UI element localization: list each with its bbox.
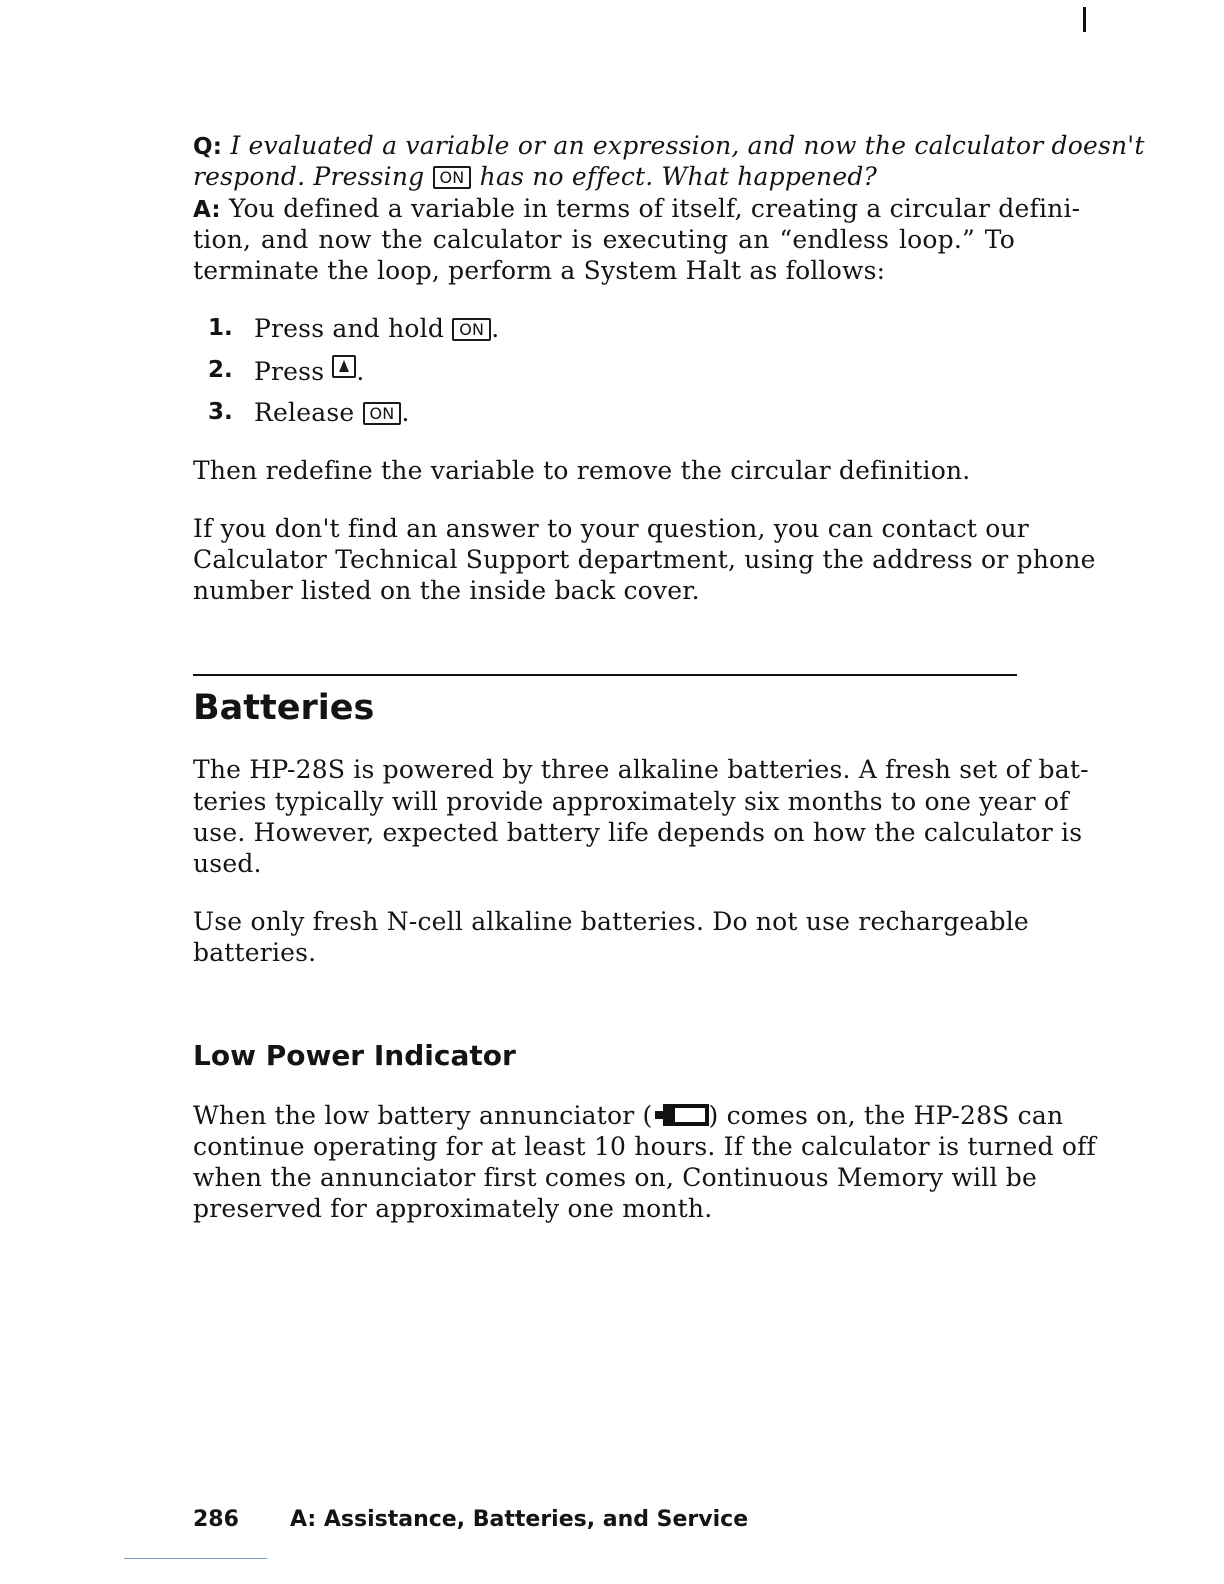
step-period-1: . [491, 314, 500, 343]
step-3 [254, 397, 410, 428]
low-power-line-2: continue operating for at least 10 hours. If the calculator is turned off [193, 1132, 1096, 1161]
contact-line-1: If you don't find an answer to your question, you can contact our [193, 514, 1029, 543]
section-divider [193, 674, 1017, 676]
question-text-2a: respond. Pressing [193, 162, 425, 191]
answer-line-1 [193, 193, 1081, 226]
answer-line-3: terminate the loop, perform a System Halt as follows: [193, 256, 886, 285]
batteries-heading: Batteries [193, 688, 375, 728]
step-number-1: 1. [208, 315, 233, 341]
chapter-title: A: Assistance, Batteries, and Service [290, 1507, 749, 1532]
batteries-p1-line-4: used. [193, 849, 262, 878]
batteries-p1-line-2: teries typically will provide approximately six months to one year of [193, 787, 1069, 816]
step-1 [254, 313, 499, 344]
up-arrow-key-icon [332, 355, 356, 378]
step-text-1: Press and hold [254, 314, 445, 343]
margin-mark [1083, 7, 1086, 32]
batteries-p1-line-3: use. However, expected battery life depends on how the calculator is [193, 818, 1083, 847]
question-line-1 [193, 130, 1145, 163]
step-text-3: Release [254, 398, 355, 427]
contact-line-2: Calculator Technical Support department, using the address or phone [193, 545, 1096, 574]
on-key: ON [452, 318, 491, 341]
batteries-p2-line-2: batteries. [193, 938, 317, 967]
answer-line-2: tion, and now the calculator is executing an “endless loop.” To [193, 225, 1015, 254]
on-key: ON [363, 402, 402, 425]
question-line-2 [193, 161, 877, 192]
step-number-2: 2. [208, 357, 233, 383]
contact-line-3: number listed on the inside back cover. [193, 576, 700, 605]
low-battery-icon [653, 1103, 709, 1134]
page-number: 286 [193, 1507, 239, 1532]
batteries-p2-line-1: Use only fresh N-cell alkaline batteries. Do not use rechargeable [193, 907, 1029, 936]
scan-edge-line [124, 1558, 267, 1559]
question-label: Q: [193, 134, 223, 160]
step-period-3: . [401, 398, 410, 427]
low-power-heading: Low Power Indicator [193, 1039, 516, 1072]
on-key: ON [433, 166, 472, 189]
batteries-p1-line-1: The HP-28S is powered by three alkaline batteries. A fresh set of bat- [193, 755, 1089, 784]
step-2 [254, 355, 365, 387]
answer-label: A: [193, 197, 221, 223]
question-text-2b: has no effect. What happened? [479, 162, 878, 191]
after-steps-text: Then redefine the variable to remove the circular definition. [193, 456, 971, 485]
low-power-text-1b: ) comes on, the HP-28S can [708, 1101, 1064, 1130]
low-power-line-4: preserved for approximately one month. [193, 1194, 713, 1223]
low-power-line-3: when the annunciator first comes on, Continuous Memory will be [193, 1163, 1037, 1192]
step-text-2: Press [254, 357, 325, 386]
low-power-text-1a: When the low battery annunciator ( [193, 1101, 653, 1130]
step-period-2: . [356, 357, 365, 386]
low-power-line-1 [193, 1100, 1064, 1134]
question-text-1: I evaluated a variable or an expression, and now the calculator doesn't [230, 131, 1145, 160]
step-number-3: 3. [208, 399, 233, 425]
answer-text-1: You defined a variable in terms of itself, creating a circular defini- [228, 194, 1081, 223]
